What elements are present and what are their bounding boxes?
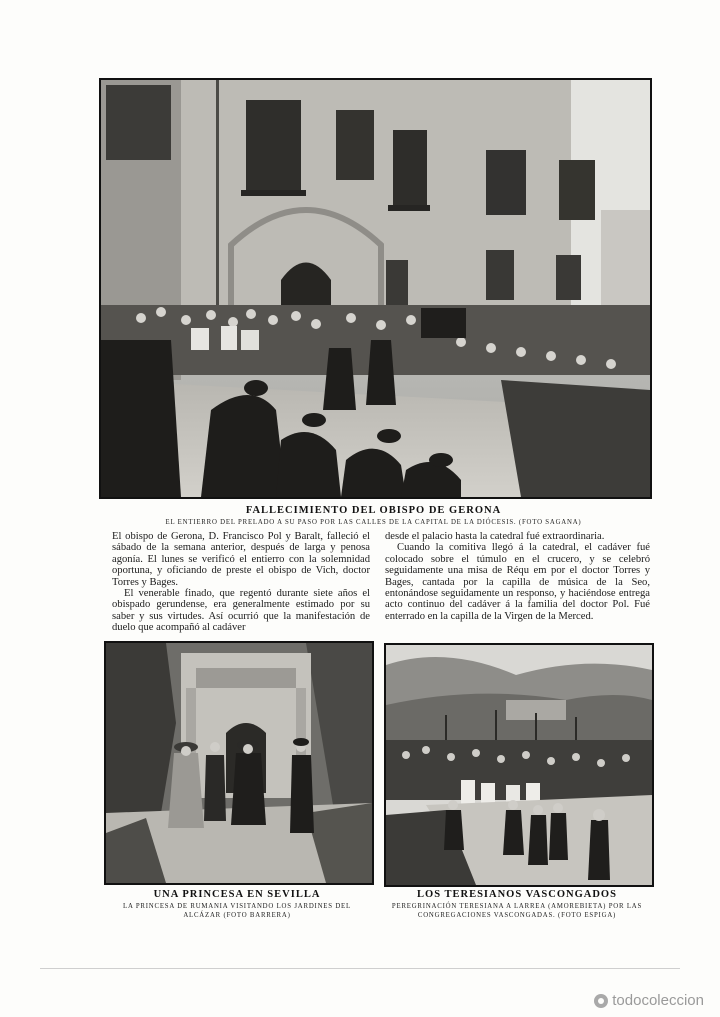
article-right-column <box>385 531 650 622</box>
photo1-title: FALLECIMIENTO DEL OBISPO DE GERONA <box>245 505 502 516</box>
princess-garden-photo <box>104 641 374 885</box>
watermark <box>594 992 704 1009</box>
page-bottom-rule <box>40 968 680 969</box>
pilgrimage-photo <box>384 643 654 887</box>
photo2-title: UNA PRINCESA EN SEVILLA <box>153 889 321 900</box>
photo3-title: LOS TERESIANOS VASCONGADOS <box>417 889 617 900</box>
watermark-text: todocoleccion <box>612 992 704 1009</box>
funeral-procession-photo <box>99 78 652 499</box>
article-paragraph: El obispo de Gerona, D. Francisco Pol y Baralt, falleció el sábado de la semana anterior, después de larga y penosa agonía. El lunes se verificó el entierro con la solemnidad oportuna, y oficiando de preste el obispo de Vich, doctor Torres y Bages. <box>112 531 370 588</box>
photo3-subtitle: PEREGRINACIÓN TERESIANA A LARREA (AMOREBIETA) POR LAS CONGREGACIONES VASCONGADAS. (FOTO ESPIGA) <box>391 903 643 919</box>
article-paragraph: Cuando la comitiva llegó á la catedral, el cadáver fué colocado sobre el túmulo en el crucero, y se celebró seguidamente una misa de Réqu em por el doctor Torres y Bages, cantada por la capilla de música de la Seo, entonándose seguidamente un responso, y haciéndose entrega acto continuo del cadáver á la familia del doctor Pol. Fué enterrado en la capilla de la Virgen de la Merced. <box>385 542 650 622</box>
article-paragraph: desde el palacio hasta la catedral fué extraordinaria. <box>385 531 605 542</box>
article-left-column <box>112 531 370 634</box>
article-paragraph: El venerable finado, que regentó durante siete años el obispado gerundense, era generalmente estimado por su saber y sus virtudes. Así ocurrió que la manifestación de duelo que acompañó al cadáver <box>112 588 370 634</box>
watermark-logo-icon <box>594 994 608 1008</box>
photo2-subtitle: LA PRINCESA DE RUMANIA VISITANDO LOS JARDINES DEL ALCÁZAR (FOTO BARRERA) <box>123 903 351 919</box>
photo1-subtitle: EL ENTIERRO DEL PRELADO A SU PASO POR LAS CALLES DE LA CAPITAL DE LA DIÓCESIS. (FOTO SAGANA) <box>165 519 582 526</box>
